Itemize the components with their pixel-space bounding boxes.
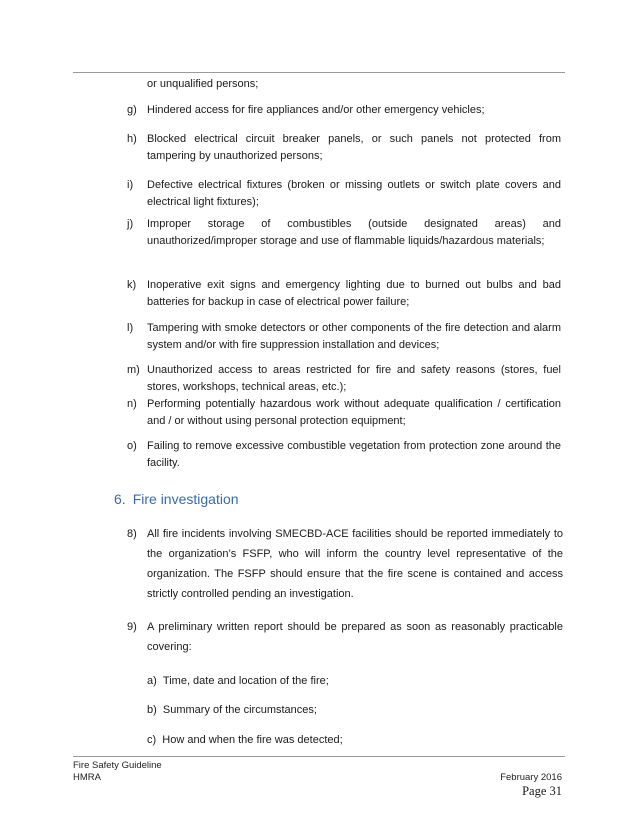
list-text: Blocked electrical circuit breaker panels, or such panels not protected from tampering by unauthorized persons;: [147, 133, 561, 162]
list-label: m): [127, 364, 140, 376]
list-item-n: [127, 396, 561, 430]
list-label: c): [147, 734, 157, 746]
list-text: Time, date and location of the fire;: [162, 675, 329, 687]
list-text: All fire incidents involving SMECBD-ACE facilities should be reported immediately to the organization’s FSFP, who will inform the country level representative of the organization. The FSFP should ensure that the fire scene is contained and access strictly controlled pending an investigation.: [147, 528, 563, 600]
list-text: Defective electrical fixtures (broken or missing outlets or switch plate covers and electrical light fixtures);: [147, 179, 561, 208]
subitem-a: [147, 673, 329, 690]
list-item-k: [127, 277, 561, 311]
numbered-item-9: [127, 617, 563, 657]
section-title: Fire investigation: [132, 491, 239, 507]
list-label: 9): [127, 621, 137, 633]
list-item-l: [127, 320, 561, 354]
footer-date: February 2016: [500, 772, 562, 783]
list-item-o: [127, 438, 561, 472]
list-text: Hindered access for fire appliances and/or other emergency vehicles;: [147, 104, 485, 116]
list-label: j): [127, 218, 134, 230]
subitem-b: [147, 702, 317, 719]
continuation-text: or unqualified persons;: [147, 78, 259, 90]
list-label: h): [127, 133, 137, 145]
list-item-j: [127, 216, 561, 250]
list-item-h: [127, 131, 561, 165]
list-label: k): [127, 279, 137, 291]
list-text: How and when the fire was detected;: [162, 734, 343, 746]
section-number: 6.: [114, 491, 126, 507]
list-text: A preliminary written report should be prepared as soon as reasonably practicable covering:: [147, 621, 563, 653]
list-label: n): [127, 398, 137, 410]
list-item-m: [127, 362, 561, 396]
footer-org: HMRA: [73, 772, 101, 783]
list-text: Tampering with smoke detectors or other components of the fire detection and alarm system and/or with fire suppression installation and devices;: [147, 322, 561, 351]
footer-doc-title: Fire Safety Guideline: [73, 760, 162, 771]
list-label: 8): [127, 528, 137, 540]
numbered-item-8: [127, 524, 563, 604]
section-heading: [114, 490, 239, 508]
list-item-g: [127, 102, 561, 119]
footer-rule: [73, 756, 565, 757]
list-label: g): [127, 104, 137, 116]
list-text: Summary of the circumstances;: [162, 704, 317, 716]
list-label: l): [127, 322, 134, 334]
list-text: Improper storage of combustibles (outside designated areas) and unauthorized/improper storage and use of flammable liquids/hazardous materials;: [147, 218, 561, 247]
list-text: Unauthorized access to areas restricted for fire and safety reasons (stores, fuel stores, workshops, technical areas, etc.);: [147, 364, 561, 393]
header-rule: [73, 72, 565, 73]
list-label: b): [147, 704, 157, 716]
list-text: Failing to remove excessive combustible vegetation from protection zone around the facility.: [147, 440, 561, 469]
list-label: i): [127, 179, 134, 191]
list-item-i: [127, 177, 561, 211]
subitem-c: [147, 732, 343, 749]
list-text: Inoperative exit signs and emergency lighting due to burned out bulbs and bad batteries for backup in case of electrical power failure;: [147, 279, 561, 308]
list-label: o): [127, 440, 137, 452]
page-number: Page 31: [522, 784, 562, 798]
list-label: a): [147, 675, 157, 687]
list-text: Performing potentially hazardous work without adequate qualification / certification and / or without using personal protection equipment;: [147, 398, 561, 427]
